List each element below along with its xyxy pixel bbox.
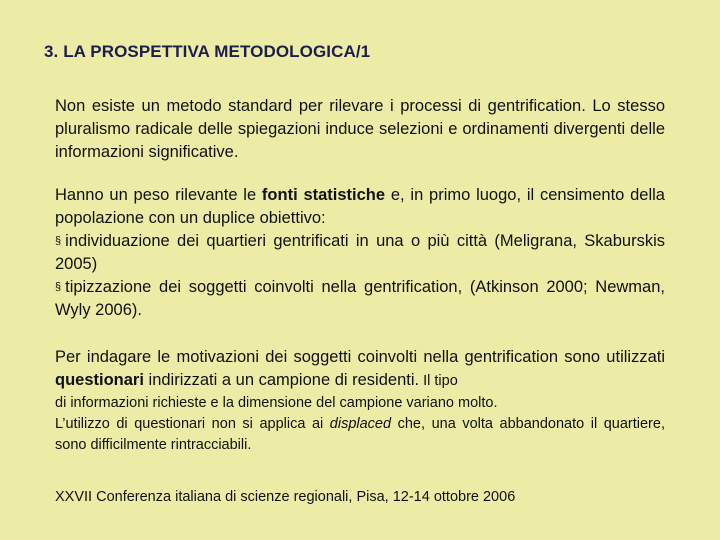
- paragraph-questionnaires-note: di informazioni richieste e la dimensione del campione variano molto.: [55, 395, 498, 411]
- slide-title: 3. LA PROSPETTIVA METODOLOGICA/1: [44, 42, 371, 61]
- list-item: § individuazione dei quartieri gentrificati in una o più città (Meligrana, Skaburskis 2005): [55, 232, 665, 273]
- italic-displaced: displaced: [329, 416, 392, 432]
- bold-fonti-statistiche: fonti statistiche: [261, 186, 386, 204]
- bullet-icon: §: [55, 281, 62, 293]
- paragraph-questionnaires: [55, 346, 665, 456]
- bold-questionari: questionari: [55, 371, 144, 389]
- paragraph-statistics: [55, 184, 665, 322]
- paragraph-methods-text: Non esiste un metodo standard per rilevare i processi di gentrification. Lo stesso pluralismo radicale delle spiegazioni induce selezioni e ordinamenti divergenti delle informazioni significative.: [55, 97, 665, 161]
- paragraph-displaced-text: L’utilizzo di questionari non si applica ai displaced che, una volta abbandonato il quartiere, sono difficilmente rintracciabili.: [55, 416, 665, 453]
- paragraph-questionnaires-text: Per indagare le motivazioni dei soggetti coinvolti nella gentrification sono utilizzati questionari indirizzati a un campione di residenti. Il tipo: [55, 348, 665, 389]
- paragraph-methods: [55, 95, 665, 164]
- bullet-icon: §: [55, 235, 62, 247]
- list-item: § tipizzazione dei soggetti coinvolti nella gentrification, (Atkinson 2000; Newman, Wyly 2006).: [55, 278, 665, 319]
- slide-footer: XXVII Conferenza italiana di scienze regionali, Pisa, 12-14 ottobre 2006: [55, 489, 516, 505]
- paragraph-statistics-text: Hanno un peso rilevante le fonti statistiche e, in primo luogo, il censimento della popolazione con un duplice obiettivo:: [55, 186, 665, 227]
